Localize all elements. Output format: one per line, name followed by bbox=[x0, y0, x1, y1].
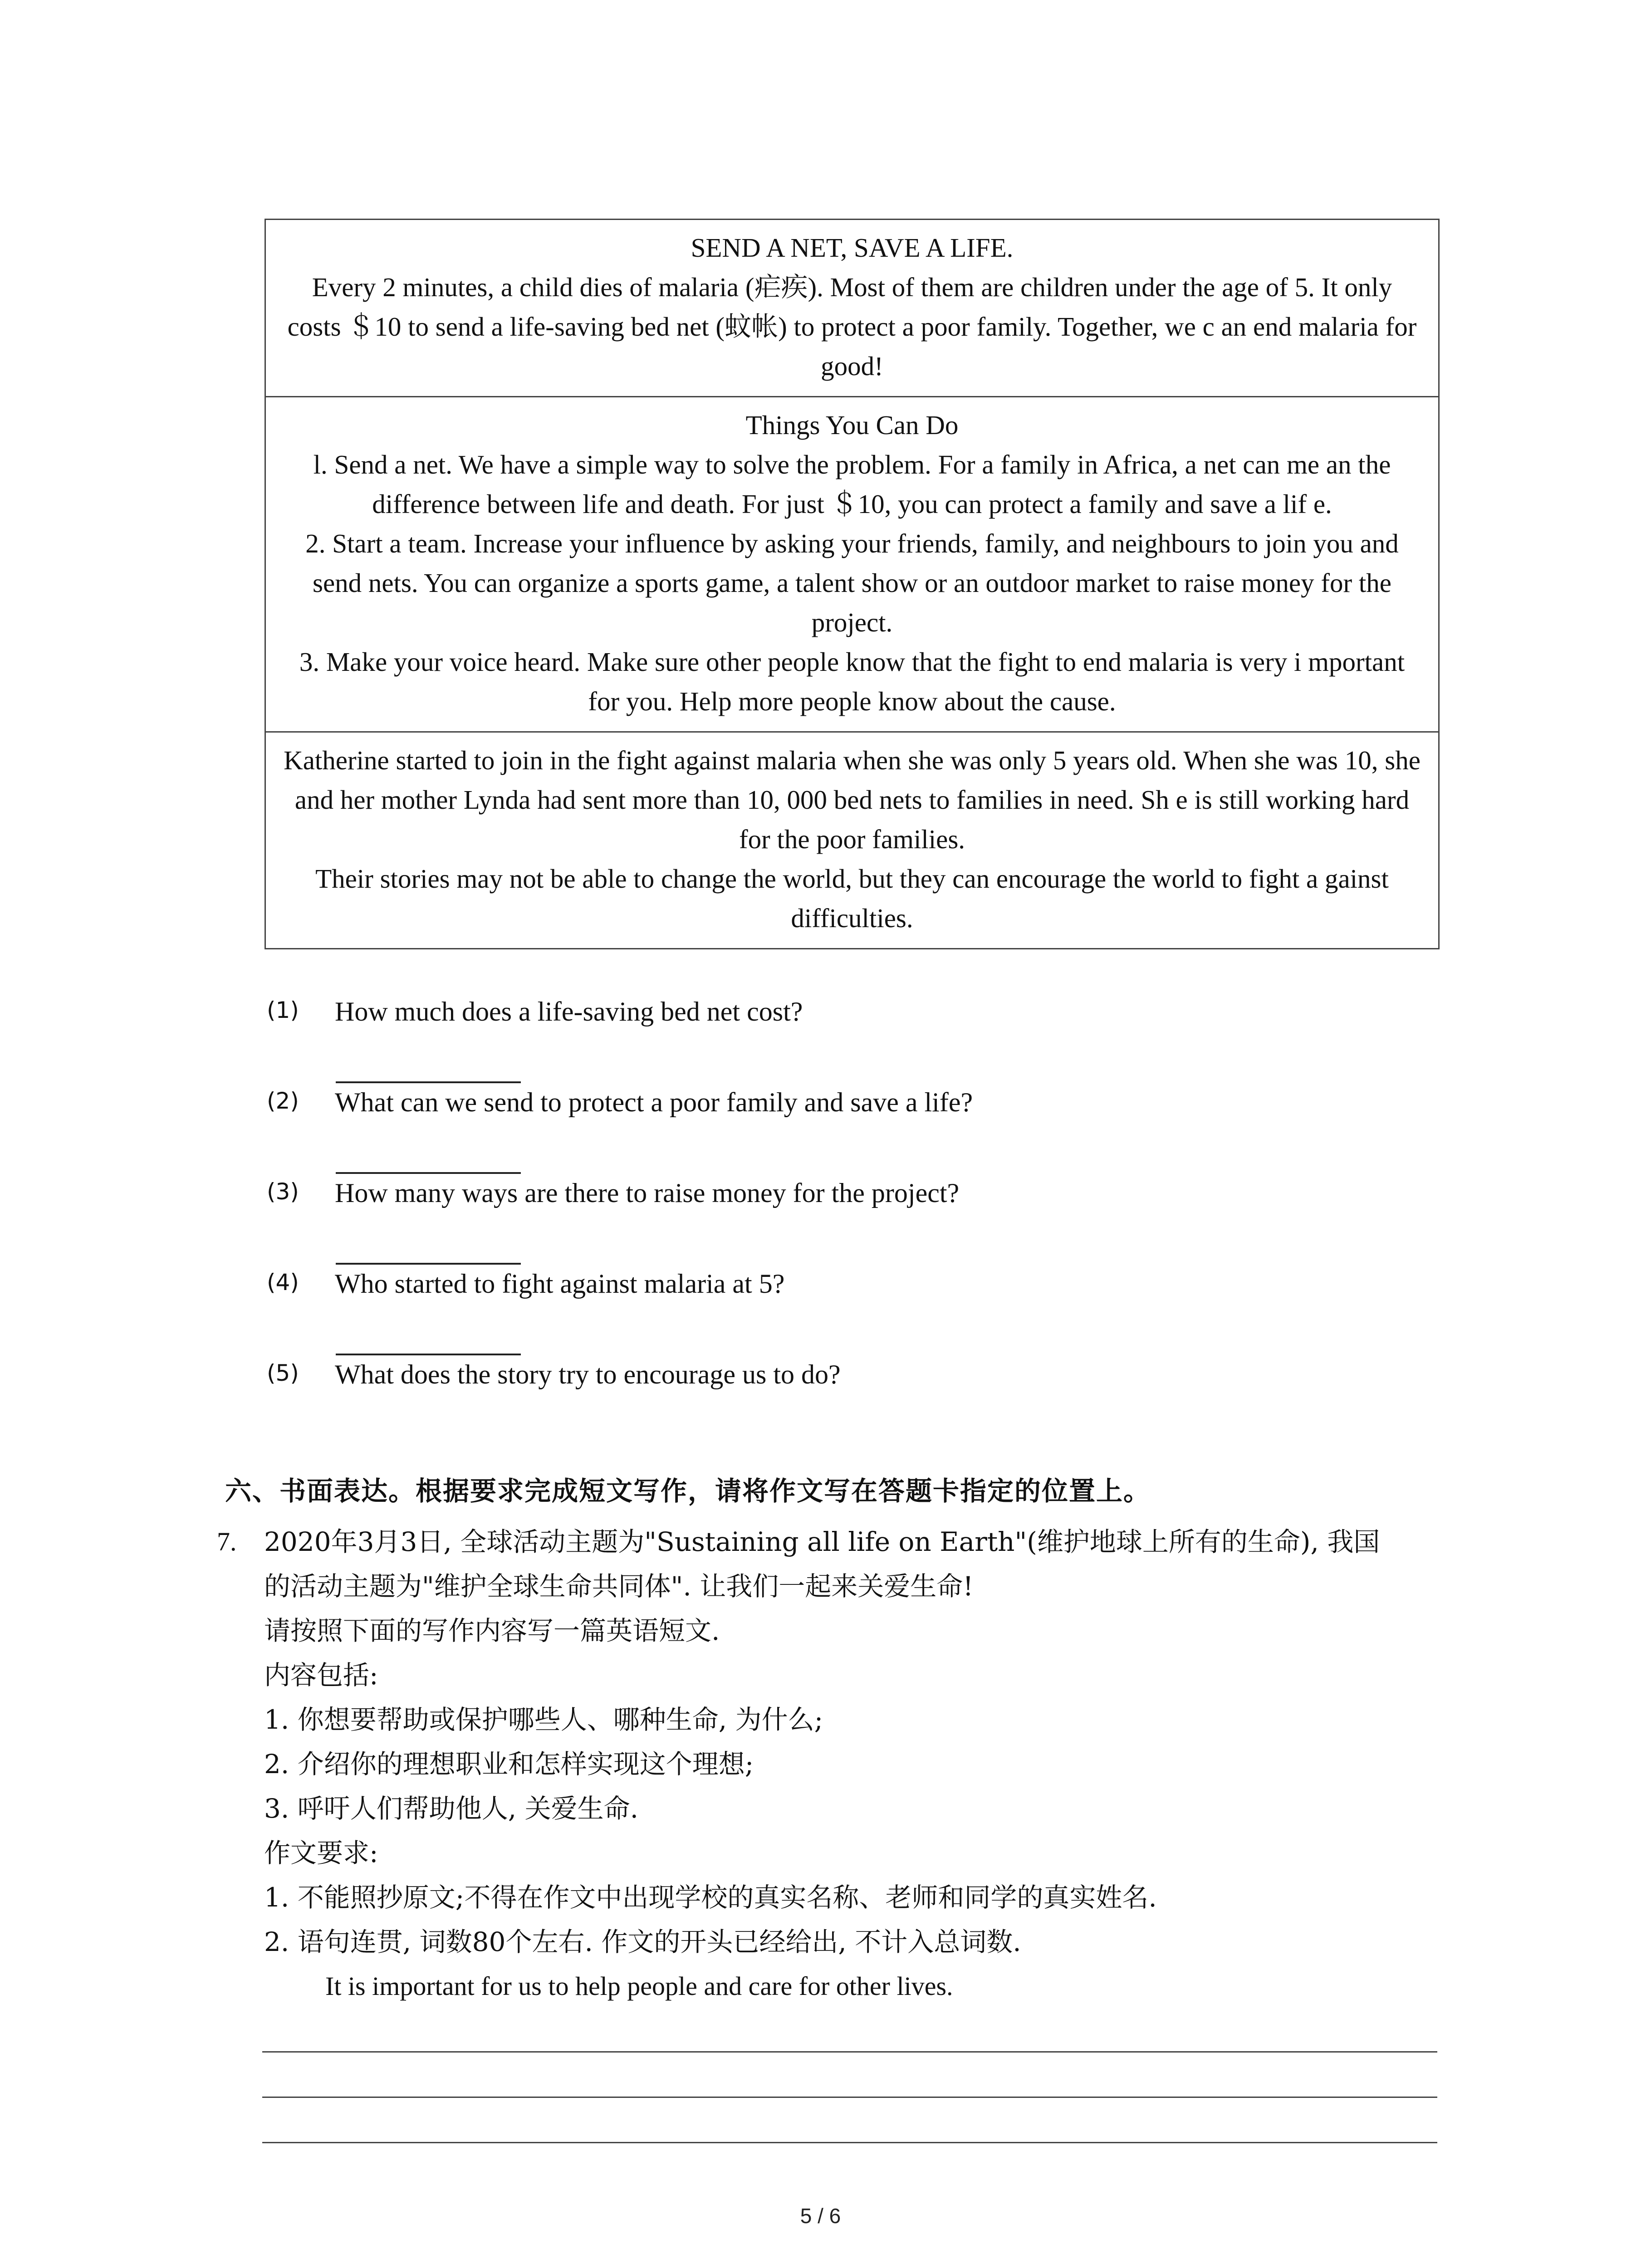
story-paragraph: Their stories may not be able to change the world, but they can encourage the world to fight a gainst difficulties. bbox=[315, 864, 1389, 933]
question-number: (4) bbox=[267, 1269, 299, 1295]
answer-blank[interactable] bbox=[336, 1263, 521, 1265]
question-text: What does the story try to encourage us to do? bbox=[335, 1359, 841, 1389]
instruction-line: 作文要求: bbox=[264, 1838, 378, 1868]
writing-line[interactable] bbox=[262, 2142, 1437, 2143]
answer-blank[interactable] bbox=[336, 1172, 521, 1174]
question-list bbox=[267, 993, 1428, 1447]
question-item bbox=[267, 1084, 1428, 1175]
instruction-line: 2020年3月3日, 全球活动主题为"Sustaining all life on Earth"(维护地球上所有的生命), 我国 bbox=[264, 1526, 1380, 1557]
question-item bbox=[267, 1356, 1428, 1447]
instruction-line: 2. 语句连贯, 词数80个左右. 作文的开头已经给出, 不计入总词数. bbox=[264, 1926, 1021, 1957]
question-number: (2) bbox=[267, 1088, 299, 1114]
answer-blank[interactable] bbox=[336, 1354, 521, 1355]
reading-passage-box bbox=[265, 219, 1440, 949]
question-text: How much does a life-saving bed net cost? bbox=[335, 997, 803, 1026]
instruction-line: 2. 介绍你的理想职业和怎样实现这个理想; bbox=[264, 1749, 754, 1779]
story-paragraph: Katherine started to join in the fight against malaria when she was only 5 years old. When she was 10, she and her mother Lynda had sent more than 10, 000 bed nets to families in need. Sh e is still working hard for the poor families. bbox=[284, 745, 1421, 854]
instruction-line: 请按照下面的写作内容写一篇英语短文. bbox=[264, 1615, 720, 1646]
question-item bbox=[267, 1266, 1428, 1356]
writing-line[interactable] bbox=[262, 2051, 1437, 2053]
page-number: 5 / 6 bbox=[800, 2204, 841, 2228]
question-text: What can we send to protect a poor family and save a life? bbox=[335, 1087, 973, 1117]
question-number: (5) bbox=[267, 1360, 299, 1386]
question-number: (3) bbox=[267, 1178, 299, 1205]
question-number: (1) bbox=[267, 997, 299, 1023]
instruction-line: 内容包括: bbox=[264, 1660, 378, 1691]
list-item: 2. Start a team. Increase your influence by asking your friends, family, and neighbours to join you and send nets. You can organize a sports game, a talent show or an outdoor market to raise money for the project. bbox=[305, 528, 1399, 637]
instruction-line: 3. 呼吁人们帮助他人, 关爱生命. bbox=[264, 1793, 639, 1824]
section-six-title: 六、书面表达。根据要求完成短文写作，请将作文写在答题卡指定的位置上。 bbox=[225, 1476, 1151, 1506]
instruction-line: 1. 你想要帮助或保护哪些人、哪种生命, 为什么; bbox=[264, 1704, 823, 1735]
passage-heading: SEND A NET, SAVE A LIFE. bbox=[691, 233, 1014, 263]
essay-starter-sentence: It is important for us to help people and care for other lives. bbox=[325, 1971, 953, 2001]
passage-section-intro bbox=[266, 220, 1438, 396]
list-item: l. Send a net. We have a simple way to solve the problem. For a family in Africa, a net can me an the difference between life and death. For just ＄10, you can protect a family and save a lif e. bbox=[313, 450, 1391, 519]
question-item bbox=[267, 1175, 1428, 1266]
passage-intro-text: Every 2 minutes, a child dies of malaria (疟疾). Most of them are children under the age of 5. It only costs ＄10 to send a life-saving bed net (蚊帐) to protect a poor family. Together, we c an end malaria for good! bbox=[287, 272, 1417, 381]
list-item: 3. Make your voice heard. Make sure other people know that the fight to end malaria is very i mportant for you. Help more people know about the cause. bbox=[299, 647, 1405, 716]
answer-blank[interactable] bbox=[336, 1081, 521, 1083]
writing-line[interactable] bbox=[262, 2097, 1437, 2098]
instruction-line: 1. 不能照抄原文;不得在作文中出现学校的真实名称、老师和同学的真实姓名. bbox=[264, 1882, 1157, 1913]
question-text: Who started to fight against malaria at 5? bbox=[335, 1269, 785, 1299]
passage-section-story bbox=[266, 731, 1438, 948]
instruction-line: 的活动主题为"维护全球生命共同体". 让我们一起来关爱生命! bbox=[264, 1571, 974, 1602]
task-instructions bbox=[264, 1520, 1380, 2009]
question-text: How many ways are there to raise money for the project? bbox=[335, 1178, 960, 1208]
task-number: 7. bbox=[217, 1527, 237, 1556]
passage-section-things-to-do bbox=[266, 396, 1438, 731]
question-item bbox=[267, 993, 1428, 1084]
section-subheading: Things You Can Do bbox=[745, 410, 959, 440]
